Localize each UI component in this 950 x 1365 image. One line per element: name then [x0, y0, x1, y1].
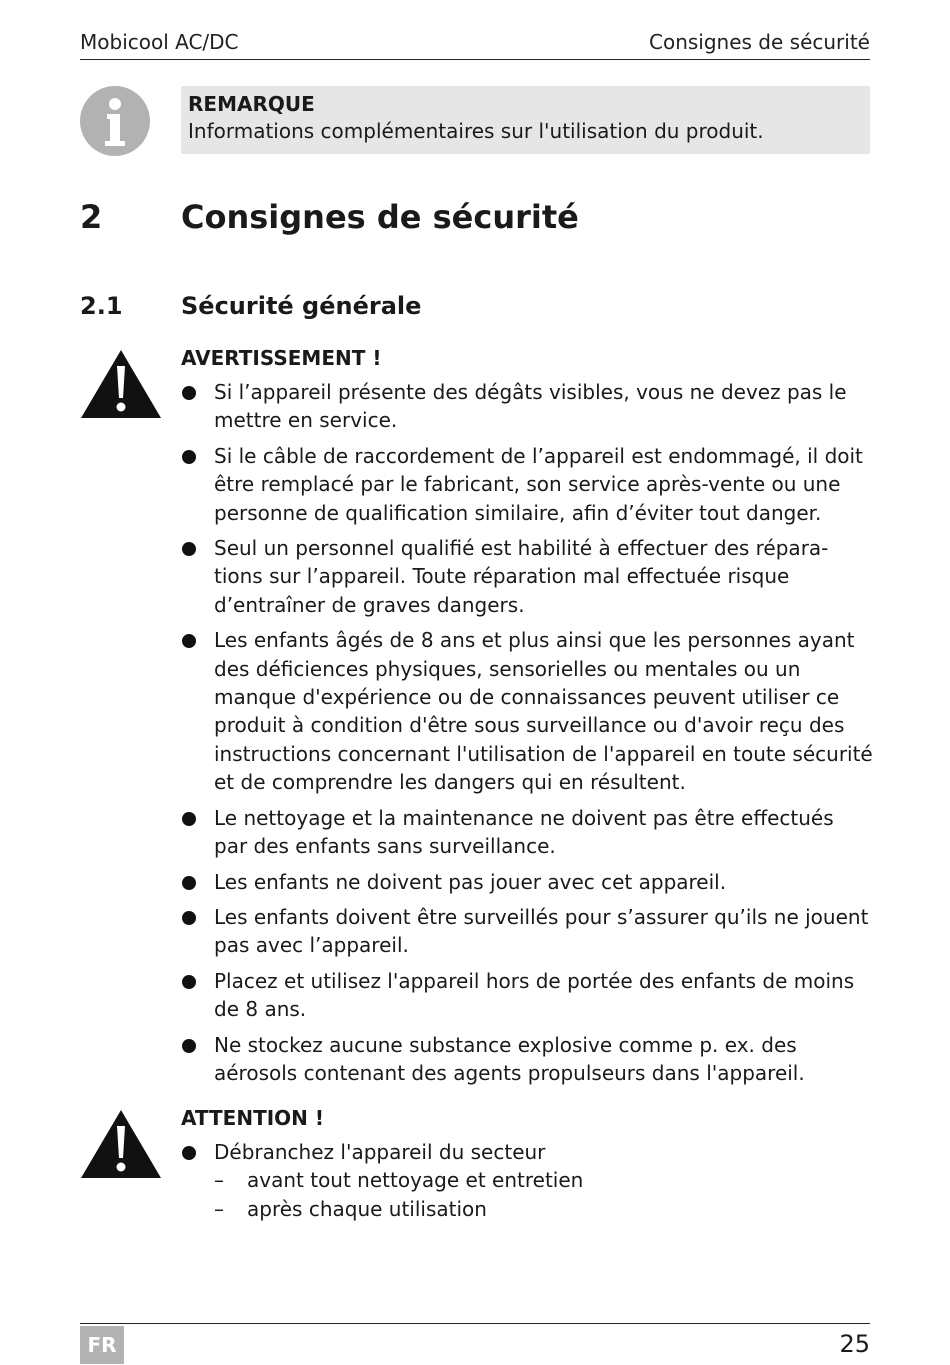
list-item: Si le câble de raccordement de l’appareil est endommagé, il doit être remplacé par le fabricant, son service après-vente ou une personne de qualification similaire, afin d’éviter tout danger. — [181, 442, 873, 527]
dash-marker: – — [214, 1168, 224, 1193]
page-footer — [80, 1323, 870, 1365]
list-item: Le nettoyage et la maintenance ne doivent pas être effectués par des enfants sans surveillance. — [181, 804, 873, 861]
dash-marker: – — [214, 1196, 224, 1221]
chapter-title: Consignes de sécurité — [181, 198, 579, 236]
section-number: 2.1 — [80, 292, 123, 320]
sub-item: – avant tout nettoyage et entretien — [214, 1166, 873, 1194]
bullet-icon — [182, 975, 196, 989]
warning-title: AVERTISSEMENT ! — [181, 346, 382, 370]
list-item: Les enfants ne doivent pas jouer avec cet appareil. — [181, 868, 873, 896]
bullet-icon — [182, 634, 196, 648]
bullet-icon — [182, 450, 196, 464]
chapter-number: 2 — [80, 198, 103, 236]
list-item: Seul un personnel qualifié est habilité à effectuer des répara-tions sur l’appareil. Toute réparation mal effectuée risque d’entraîner de graves dangers. — [181, 534, 873, 619]
list-item: Débranchez l'appareil du secteur – avant tout nettoyage et entretien – après chaque utilisation — [181, 1138, 873, 1223]
header-product: Mobicool AC/DC — [80, 30, 239, 54]
list-item: Ne stockez aucune substance explosive comme p. ex. des aérosols contenant des agents propulseurs dans l'appareil. — [181, 1031, 873, 1088]
sub-item: – après chaque utilisation — [214, 1195, 873, 1223]
list-item: Si l’appareil présente des dégâts visibles, vous ne devez pas le mettre en service. — [181, 378, 873, 435]
header-section: Consignes de sécurité — [649, 30, 870, 54]
bullet-icon — [182, 1039, 196, 1053]
attention-title: ATTENTION ! — [181, 1106, 324, 1130]
warning-block — [181, 344, 873, 1094]
section-title: Sécurité générale — [181, 292, 422, 320]
note-title: REMARQUE — [188, 92, 315, 116]
running-header — [80, 30, 870, 60]
bullet-icon — [182, 386, 196, 400]
attention-block — [181, 1104, 873, 1223]
bullet-icon — [182, 911, 196, 925]
page-number: 25 — [839, 1330, 870, 1358]
warning-triangle-icon — [80, 348, 162, 420]
warning-list — [181, 378, 873, 1087]
note-box — [181, 86, 870, 154]
info-icon — [80, 86, 150, 156]
language-tab: FR — [80, 1326, 124, 1364]
bullet-icon — [182, 542, 196, 556]
bullet-icon — [182, 1146, 196, 1160]
bullet-icon — [182, 876, 196, 890]
list-item: Placez et utilisez l'appareil hors de portée des enfants de moins de 8 ans. — [181, 967, 873, 1024]
attention-list — [181, 1138, 873, 1223]
bullet-icon — [182, 812, 196, 826]
list-item: Les enfants doivent être surveillés pour s’assurer qu’ils ne jouent pas avec l’appareil. — [181, 903, 873, 960]
note-text: Informations complémentaires sur l'utilisation du produit. — [188, 119, 764, 143]
warning-triangle-icon — [80, 1108, 162, 1180]
list-item: Les enfants âgés de 8 ans et plus ainsi que les personnes ayant des déficiences physiques, sensorielles ou mentales ou un manque d'expérience ou de connaissances peuvent utiliser ce produit à condition d'être sous surveillance ou d'avoir reçu des instructions concernant l'utilisation de l'appareil en toute sécurité et de comprendre les dangers qui en résultent. — [181, 626, 873, 796]
